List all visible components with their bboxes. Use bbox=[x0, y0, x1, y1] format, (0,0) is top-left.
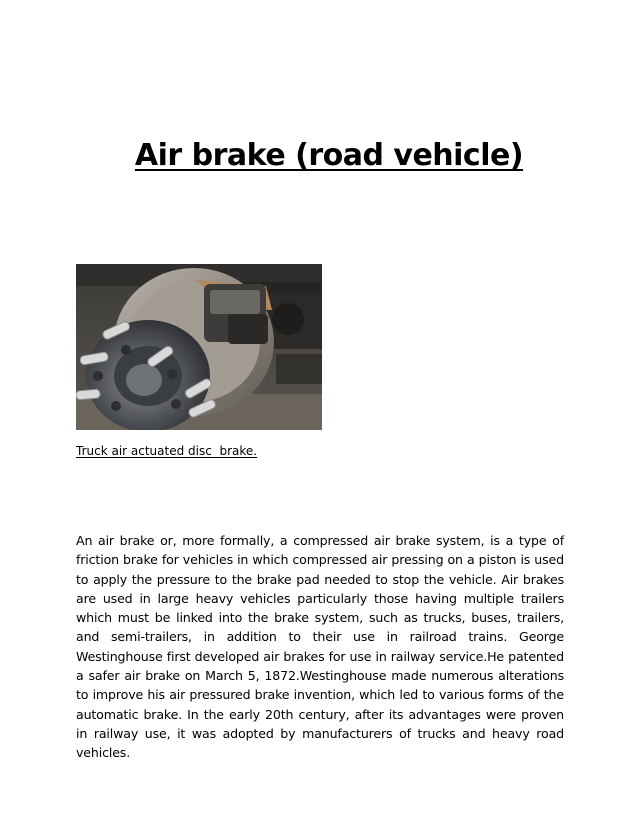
disc-brake-photo bbox=[76, 264, 322, 430]
page-title: Air brake (road vehicle) bbox=[134, 138, 524, 173]
figure-caption: Truck air actuated disc brake. bbox=[76, 444, 258, 458]
body-paragraph: An air brake or, more formally, a compressed air brake system, is a type of friction brake for vehicles in which compressed air pressing on a piston is used to apply the pressure to the brake pad needed to stop the vehicle. Air brakes are used in large heavy vehicles particularly those having multiple trailers which must be linked into the brake system, such as trucks, buses, trailers, and semi-trailers, in addition to their use in railroad trains. George Westinghouse first developed air brakes for use in railway service.He patented a safer air brake on March 5, 1872.Westinghouse made numerous alterations to improve his air pressured brake invention, which led to various forms of the automatic brake. In the early 20th century, after its advantages were proven in railway use, it was adopted by manufacturers of trucks and heavy road vehicles. bbox=[76, 533, 564, 761]
